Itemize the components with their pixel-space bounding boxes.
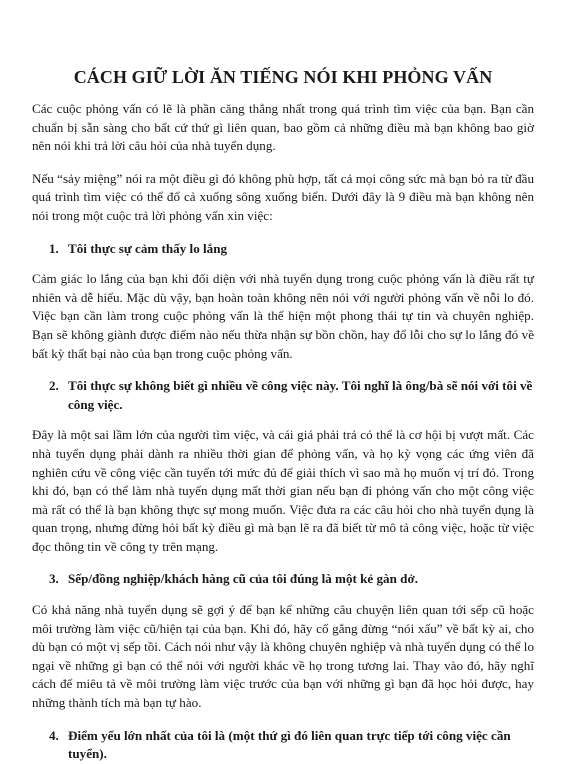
intro-paragraph-1: Các cuộc phỏng vấn có lẽ là phần căng thẳng nhất trong quá trình tìm việc của bạn. Bạn cần chuẩn bị sẵn sàng cho bất cứ thứ gì liên quan, bao gồm cả những điều mà bạn không bao giờ nên nói khi trả lời câu hỏi của nhà tuyển dụng. — [32, 101, 534, 154]
section-heading-4 — [32, 727, 534, 764]
section-title-1: Tôi thực sự cảm thấy lo lắng — [68, 240, 228, 256]
section-heading-2 — [32, 377, 534, 414]
section-heading-1 — [32, 240, 534, 259]
section-title-2: Tôi thực sự không biết gì nhiều về công việc này. Tôi nghĩ là ông/bà sẽ nói với tôi về công việc. — [68, 378, 533, 412]
section-heading-3 — [32, 570, 534, 589]
section-body-1: Cảm giác lo lắng của bạn khi đối diện với nhà tuyển dụng trong cuộc phỏng vấn là điều rất tự nhiên và dễ hiểu. Mặc dù vậy, bạn hoàn toàn không nên nói với người phỏng vấn về nỗi lo đó. Việc bạn cần làm trong cuộc phỏng vấn là thể hiện một phong thái tự tin và chuyên nghiệp. Bạn sẽ không giành được điểm nào nếu thừa nhận sự bồn chồn, hay đổ lỗi cho sự lo lắng đó về bất kỳ thất bại nào của bạn trong cuộc phỏng vấn. — [32, 271, 534, 361]
document-title: CÁCH GIỮ LỜI ĂN TIẾNG NÓI KHI PHỎNG VẤN — [73, 67, 493, 87]
section-body-3: Có khả năng nhà tuyển dụng sẽ gợi ý để bạn kể những câu chuyện liên quan tới sếp cũ hoặc môi trường làm việc cũ/hiện tại của bạn. Khi đó, hãy cố gắng đừng “nói xấu” về bất kỳ ai, cho dù bạn có một vị sếp tồi. Cách nói như vậy là không chuyên nghiệp và nhà tuyển dụng có thể lo ngại về những gì bạn có thể nói với người khác về họ trong tương lai. Thay vào đó, hãy nghĩ cách để miêu tả về môi trường làm việc trước của bạn với những gì bạn đã học hỏi được, hay những thành tích mà bạn tự hào. — [32, 602, 534, 711]
section-number-4: 4. — [49, 727, 59, 743]
section-number-1: 1. — [49, 240, 59, 256]
section-number-2: 2. — [49, 378, 59, 394]
section-body-2: Đây là một sai lầm lớn của người tìm việc, và cái giá phải trả có thể là cơ hội bị vượt mất. Các nhà tuyển dụng phải dành ra nhiều thời gian để phỏng vấn, và họ kỳ vọng các ứng viên đã nghiên cứu về công việc cần tuyển tới mức đủ để giải thích vì sao mà họ muốn vị trí đó. Trong khi đó, bạn có thể làm nhà tuyển dụng mất thời gian nếu bạn đi phỏng vấn cho một công việc mà rất có thể là bạn không thực sự mong muốn. Việc đưa ra các câu hỏi cho nhà tuyển dụng là quan trọng, nhưng đừng hỏi bất kỳ điều gì mà bạn lẽ ra đã biết từ mô tả công việc, hoặc từ việc đọc thông tin về công ty trên mạng. — [32, 427, 534, 554]
section-title-4: Điểm yếu lớn nhất của tôi là (một thứ gì đó liên quan trực tiếp tới công việc cần tuyển). — [68, 727, 511, 762]
section-title-3: Sếp/đồng nghiệp/khách hàng cũ của tôi đúng là một kẻ gàn dở. — [68, 571, 418, 587]
intro-paragraph-2: Nếu “sảy miệng” nói ra một điều gì đó không phù hợp, tất cả mọi công sức mà bạn bỏ ra từ đầu quá trình tìm việc có thể đổ cả xuống sông xuống biển. Dưới đây là 9 điều mà bạn không nên nói trong một cuộc trả lời phỏng vấn xin việc: — [32, 170, 534, 223]
section-number-3: 3. — [49, 571, 59, 587]
